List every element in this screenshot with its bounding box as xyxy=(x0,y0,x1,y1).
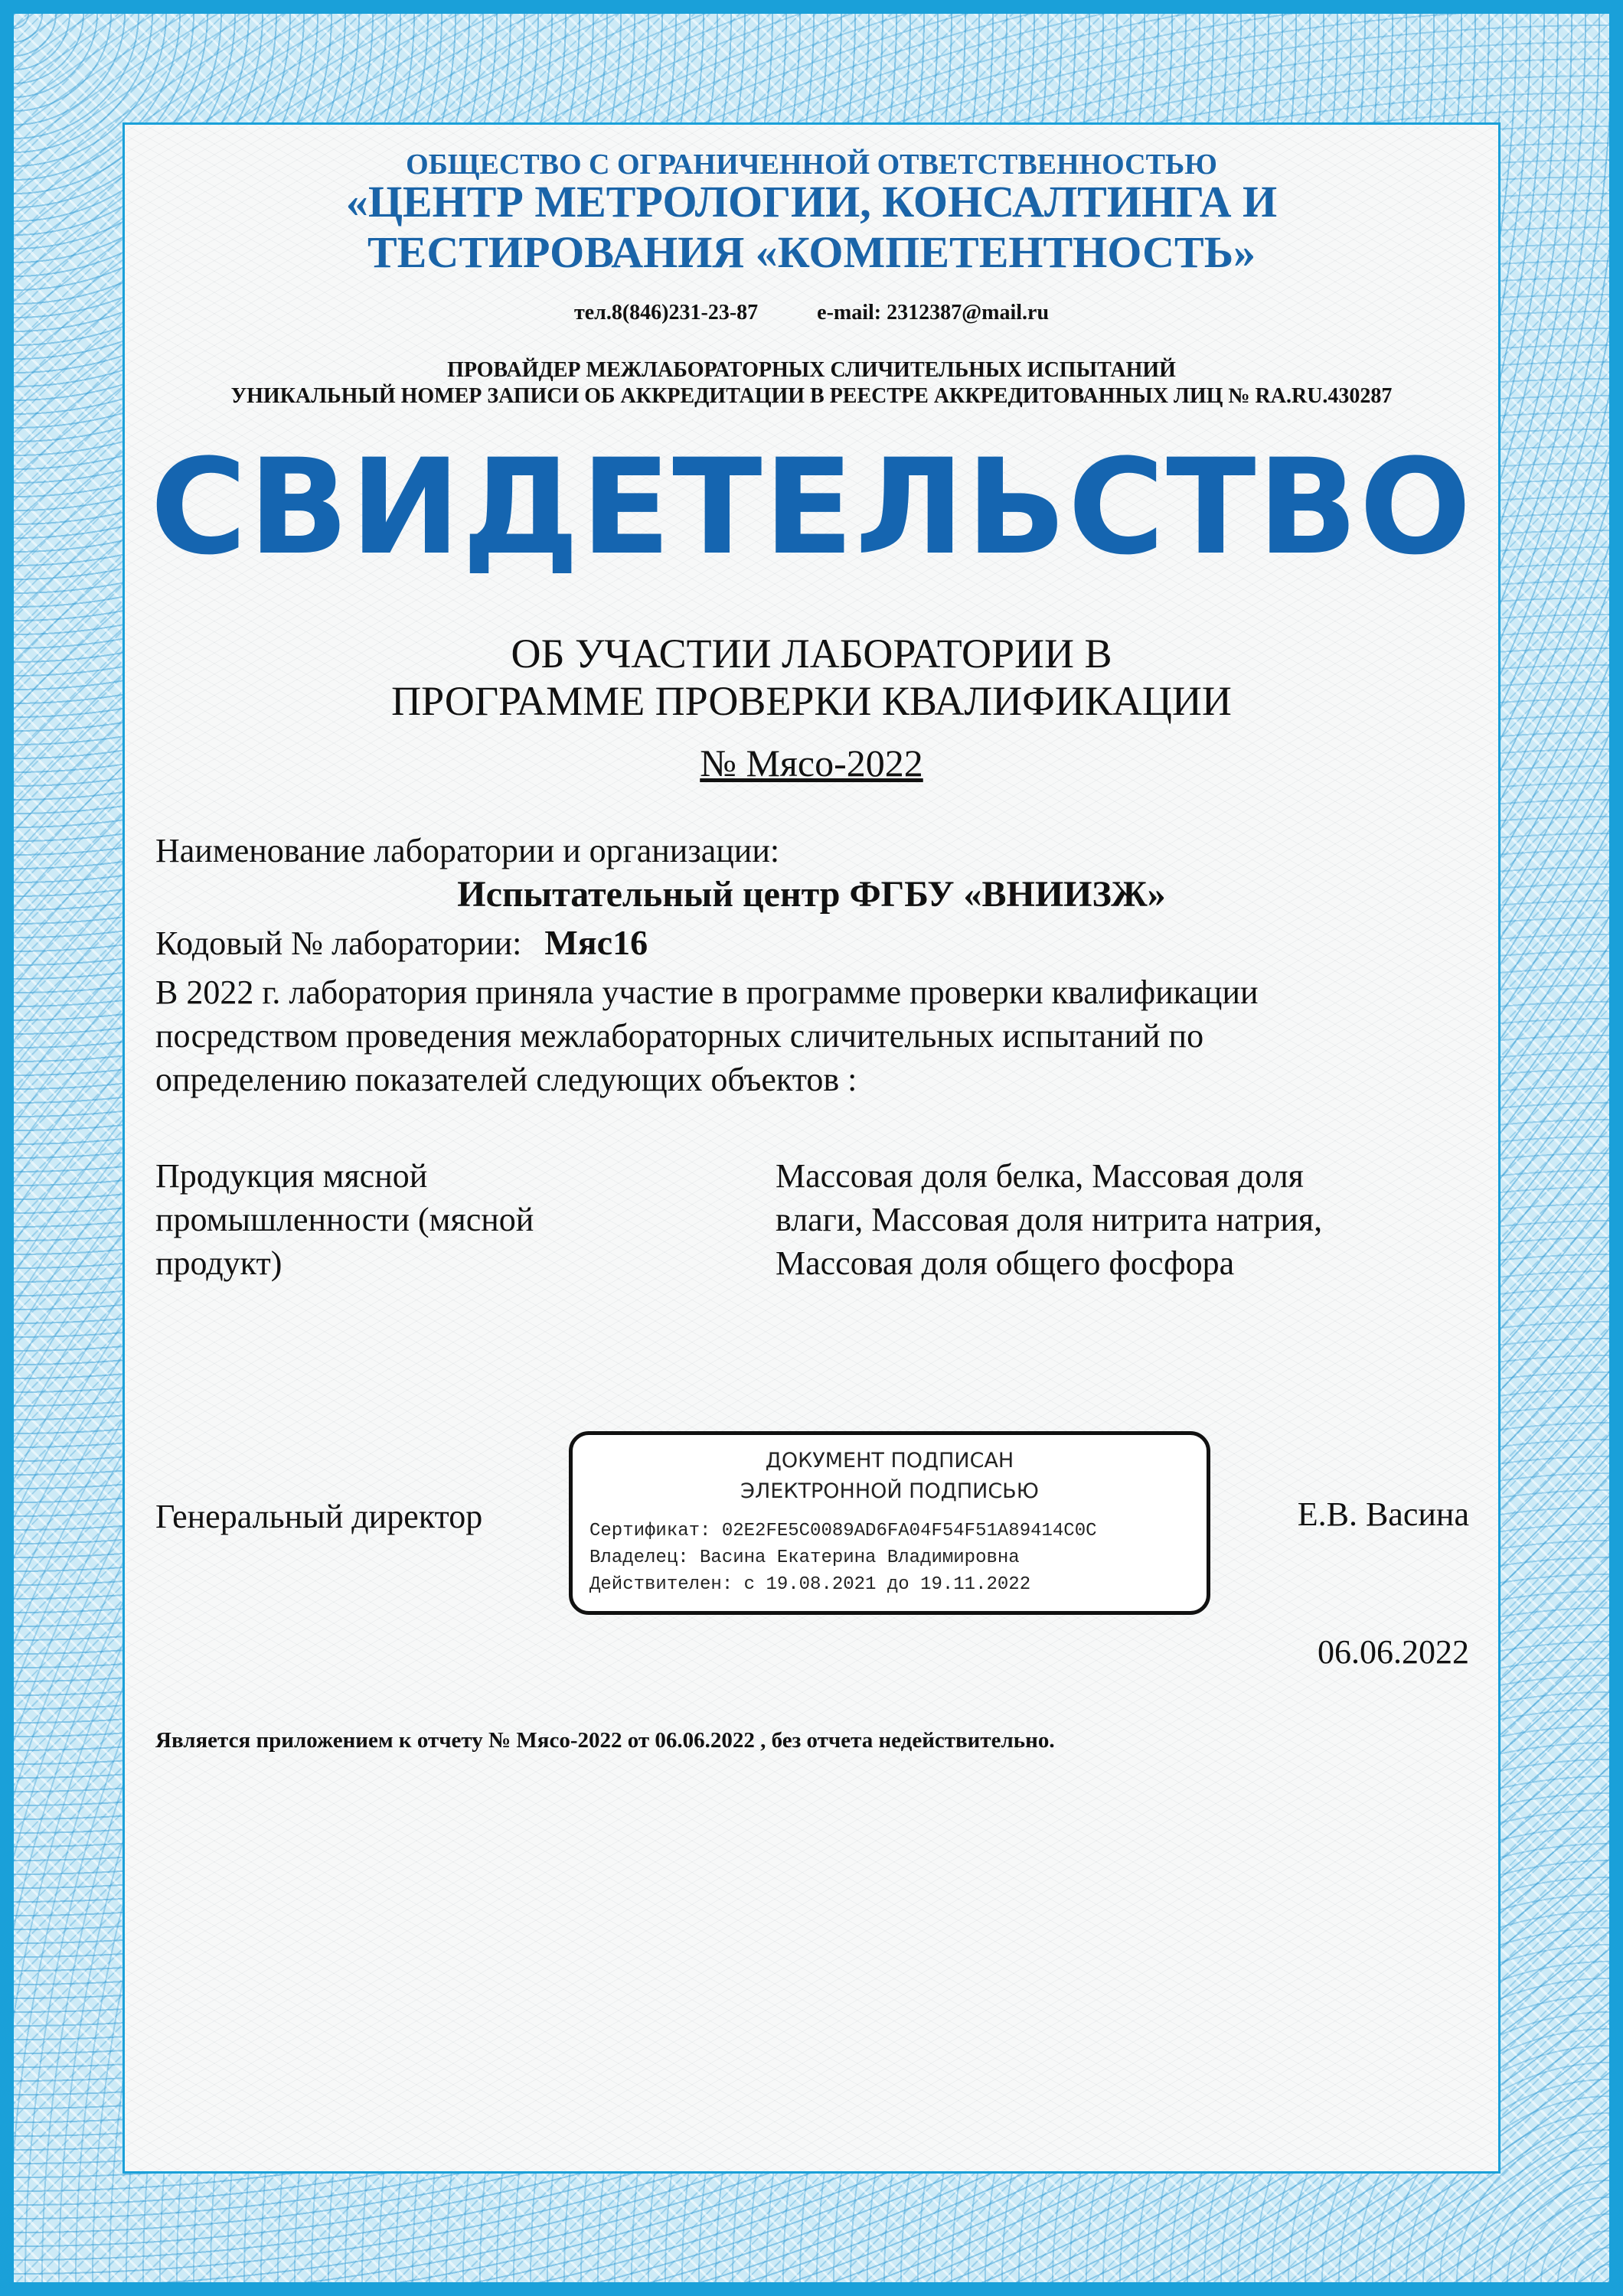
certificate-title: СВИДЕТЕЛЬСТВО xyxy=(150,430,1473,584)
footnote: Является приложением к отчету № Мясо-2022 от 06.06.2022 , без отчета недействительно. xyxy=(155,1728,1055,1753)
stamp-owner: Владелец: Васина Екатерина Владимировна xyxy=(589,1548,1020,1568)
lab-code: Мяс16 xyxy=(544,923,648,962)
electronic-signature-stamp xyxy=(569,1431,1210,1615)
stamp-validity: Действителен: с 19.08.2021 до 19.11.2022 xyxy=(589,1574,1031,1595)
stamp-title-line-2: ЭЛЕКТРОННОЙ ПОДПИСЬЮ xyxy=(740,1479,1039,1503)
participation-text xyxy=(155,970,1487,1101)
director-position: Генеральный директор xyxy=(155,1498,483,1535)
participation-line-2: посредством проведения межлабораторных сличительных испытаний по xyxy=(155,1017,1204,1055)
stamp-title xyxy=(573,1446,1207,1507)
provider-info xyxy=(125,357,1498,409)
object-indicators xyxy=(776,1154,1434,1285)
participation-line-3: определению показателей следующих объектов : xyxy=(155,1061,857,1098)
email: e-mail: 2312387@mail.ru xyxy=(817,301,1050,325)
indicators-line-2: влаги, Массовая доля нитрита натрия, xyxy=(776,1201,1323,1238)
certificate-number: № Мясо-2022 xyxy=(700,742,923,784)
lab-name-label: Наименование лаборатории и организации: xyxy=(155,832,780,869)
product-line-2: промышленности (мясной xyxy=(155,1201,534,1238)
provider-line-1: ПРОВАЙДЕР МЕЖЛАБОРАТОРНЫХ СЛИЧИТЕЛЬНЫХ ИСПЫТАНИЙ xyxy=(447,358,1176,382)
lab-code-label: Кодовый № лаборатории: xyxy=(155,925,522,962)
org-name-line-2: ТЕСТИРОВАНИЯ «КОМПЕТЕНТНОСТЬ» xyxy=(367,227,1256,277)
product-line-3: продукт) xyxy=(155,1244,282,1282)
product-line-1: Продукция мясной xyxy=(155,1157,428,1195)
participation-line-1: В 2022 г. лаборатория приняла участие в программе проверки квалификации xyxy=(155,974,1259,1011)
org-name-line-1: «ЦЕНТР МЕТРОЛОГИИ, КОНСАЛТИНГА И xyxy=(345,177,1278,227)
phone: тел.8(846)231-23-87 xyxy=(573,301,759,325)
issue-date: 06.06.2022 xyxy=(1318,1633,1469,1671)
certificate-body xyxy=(122,122,1501,2174)
object-product xyxy=(155,1154,615,1285)
indicators-line-1: Массовая доля белка, Массовая доля xyxy=(776,1157,1304,1195)
certificate-subtitle xyxy=(125,630,1498,725)
stamp-title-line-1: ДОКУМЕНТ ПОДПИСАН xyxy=(765,1449,1014,1473)
org-name xyxy=(125,177,1498,278)
contacts xyxy=(125,301,1498,325)
indicators-line-3: Массовая доля общего фосфора xyxy=(776,1244,1235,1282)
accreditation-line: УНИКАЛЬНЫЙ НОМЕР ЗАПИСИ ОБ АККРЕДИТАЦИИ В РЕЕСТРЕ АККРЕДИТОВАННЫХ ЛИЦ № RA.RU.430287 xyxy=(230,384,1393,408)
certificate-number-row xyxy=(125,741,1498,785)
signer-name: Е.В. Васина xyxy=(1297,1495,1469,1533)
org-legal-form: ОБЩЕСТВО С ОГРАНИЧЕННОЙ ОТВЕТСТВЕННОСТЬЮ xyxy=(406,148,1217,181)
lab-code-row xyxy=(155,921,648,965)
subtitle-line-1: ОБ УЧАСТИИ ЛАБОРАТОРИИ В xyxy=(511,631,1112,677)
lab-name: Испытательный центр ФГБУ «ВНИИЗЖ» xyxy=(457,874,1166,915)
subtitle-line-2: ПРОГРАММЕ ПРОВЕРКИ КВАЛИФИКАЦИИ xyxy=(391,678,1232,724)
stamp-certificate: Сертификат: 02E2FE5C0089AD6FA04F54F51A89414C0C xyxy=(589,1521,1097,1541)
